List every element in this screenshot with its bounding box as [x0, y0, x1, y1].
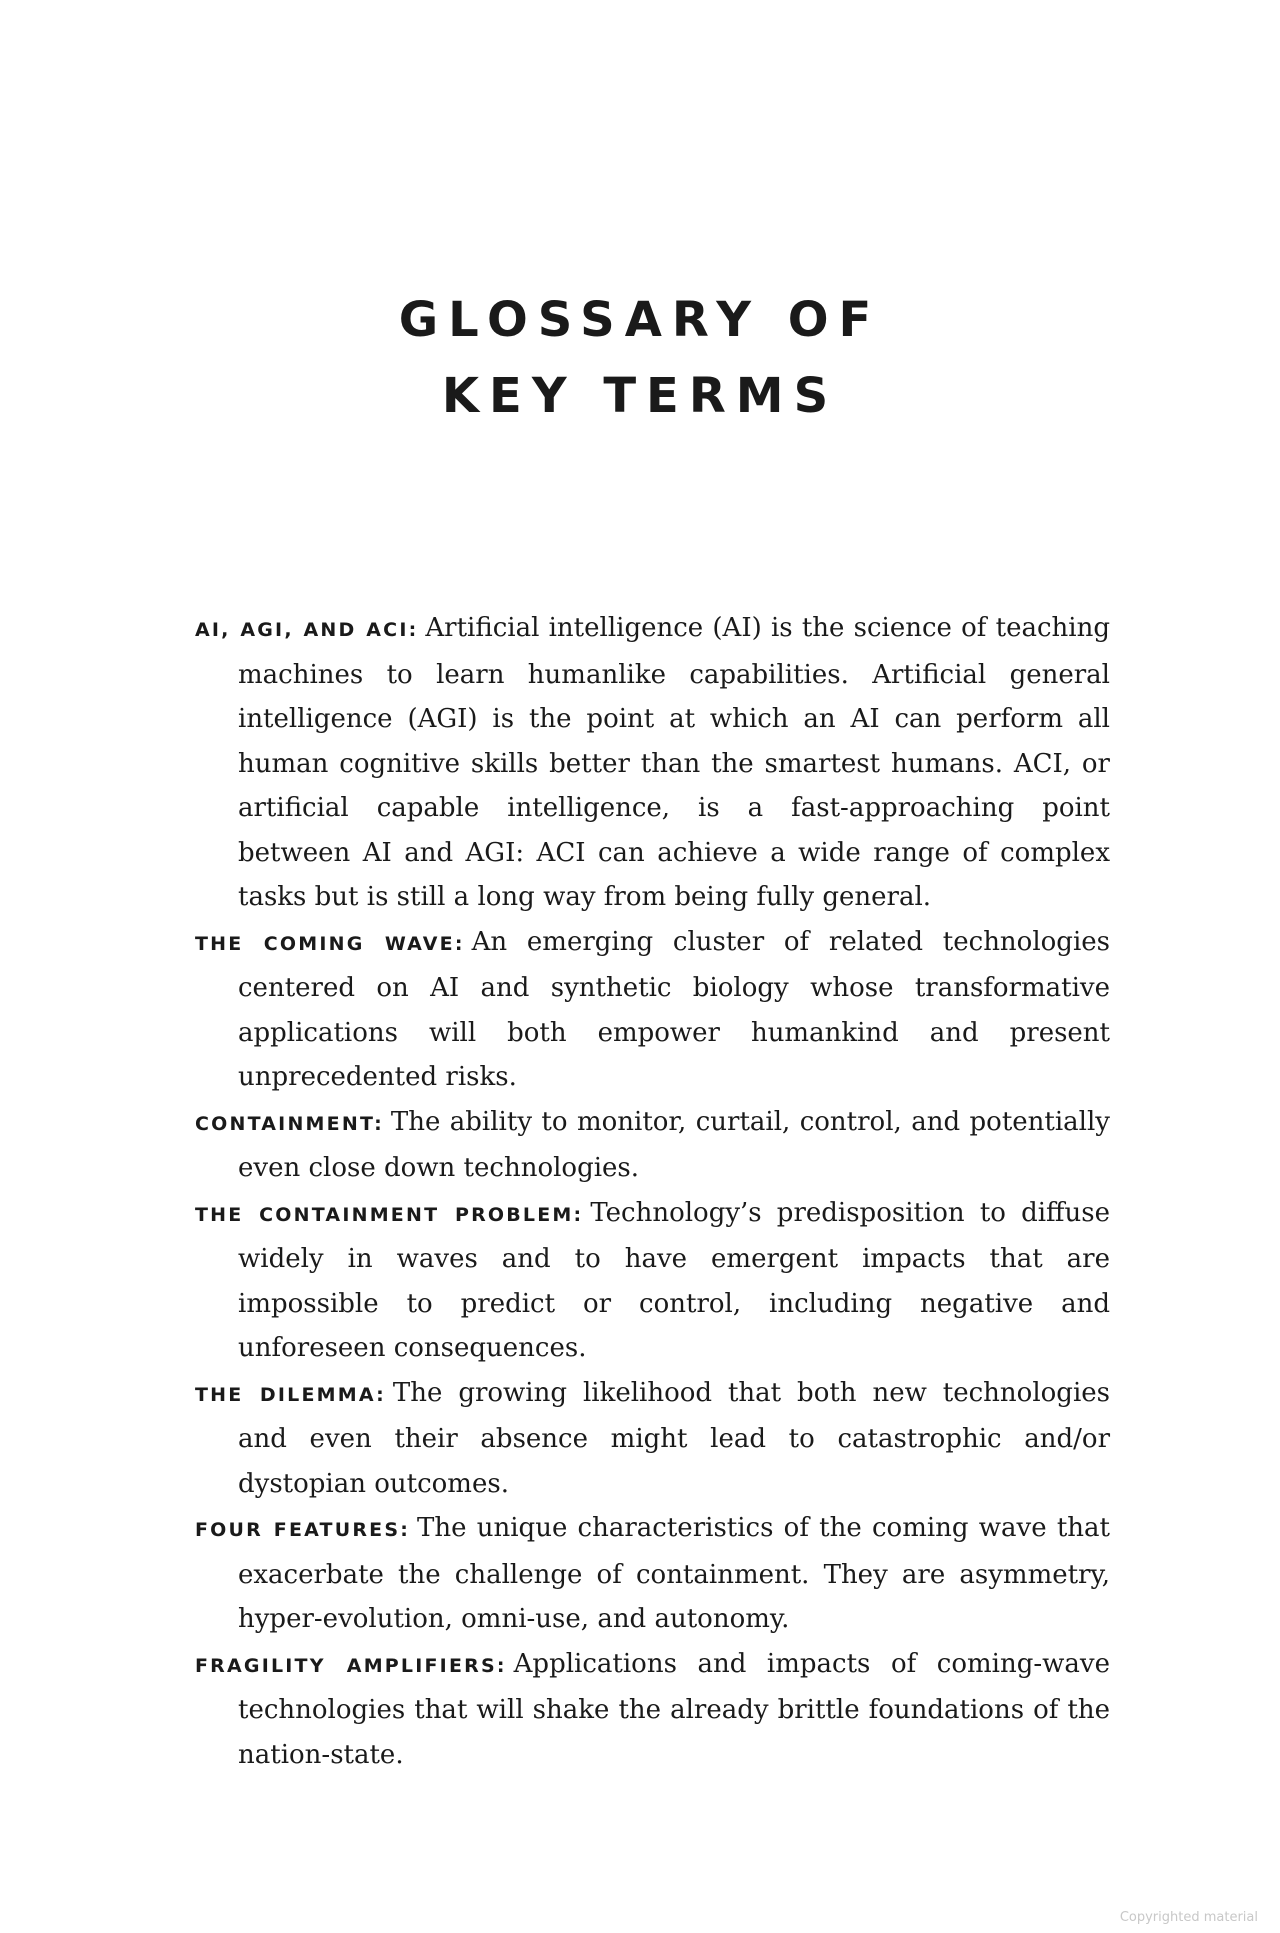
page-title-line-1: GLOSSARY OF: [398, 292, 882, 348]
glossary-entry-four-features: [195, 1506, 1110, 1642]
page-title-line-2: KEY TERMS: [441, 368, 839, 424]
glossary-definition: Applications and impacts of coming-wave technologies that will shake the already brittle foundations of the nation-state.: [238, 1648, 1110, 1770]
glossary-definition: Artificial intelligence (AI) is the science of teaching machines to learn humanlike capabilities. Artificial general intelligence (AGI) is the point at which an AI can perform all human cognitive skills better than the smartest humans. ACI, or artificial capable intelligence, is a fast-approaching point between AI and AGI: ACI can achieve a wide range of complex tasks but is still a long way from being fully general.: [238, 613, 1110, 912]
glossary-term: AI, AGI, AND ACI:: [195, 619, 419, 641]
copyright-watermark: Copyrighted material: [1119, 1910, 1258, 1925]
glossary-term: FOUR FEATURES:: [195, 1519, 411, 1541]
glossary-entry-ai-agi-aci: [195, 606, 1110, 920]
glossary-definition: Technology’s predisposition to diffuse widely in waves and to have emergent impacts that are impossible to predict or control, including negative and unforeseen consequences.: [238, 1197, 1110, 1363]
glossary-entry-fragility-amplifiers: [195, 1642, 1110, 1778]
glossary-term: THE COMING WAVE:: [195, 932, 465, 955]
glossary-term: THE DILEMMA:: [195, 1383, 386, 1406]
glossary-term: THE CONTAINMENT PROBLEM:: [195, 1203, 584, 1226]
glossary-definition: The growing likelihood that both new technologies and even their absence might lead to catastrophic and/or dystopian outcomes.: [238, 1377, 1110, 1499]
glossary-term: CONTAINMENT:: [195, 1112, 384, 1135]
glossary-definition: The ability to monitor, curtail, control, and potentially even close down technologies.: [238, 1106, 1110, 1183]
glossary-entry-dilemma: [195, 1371, 1110, 1507]
glossary-entry-containment-problem: [195, 1191, 1110, 1371]
glossary-entry-containment: [195, 1100, 1110, 1191]
glossary-term: FRAGILITY AMPLIFIERS:: [195, 1654, 507, 1677]
glossary-entry-coming-wave: [195, 920, 1110, 1100]
glossary-definition: The unique characteristics of the coming wave that exacerbate the challenge of containment. They are asymmetry, hyper-evolution, omni-use, and autonomy.: [238, 1513, 1110, 1634]
glossary-list: [195, 606, 1110, 1777]
glossary-definition: An emerging cluster of related technologies centered on AI and synthetic biology whose transformative applications will both empower humankind and present unprecedented risks.: [238, 926, 1110, 1092]
page-title: [0, 282, 1280, 434]
